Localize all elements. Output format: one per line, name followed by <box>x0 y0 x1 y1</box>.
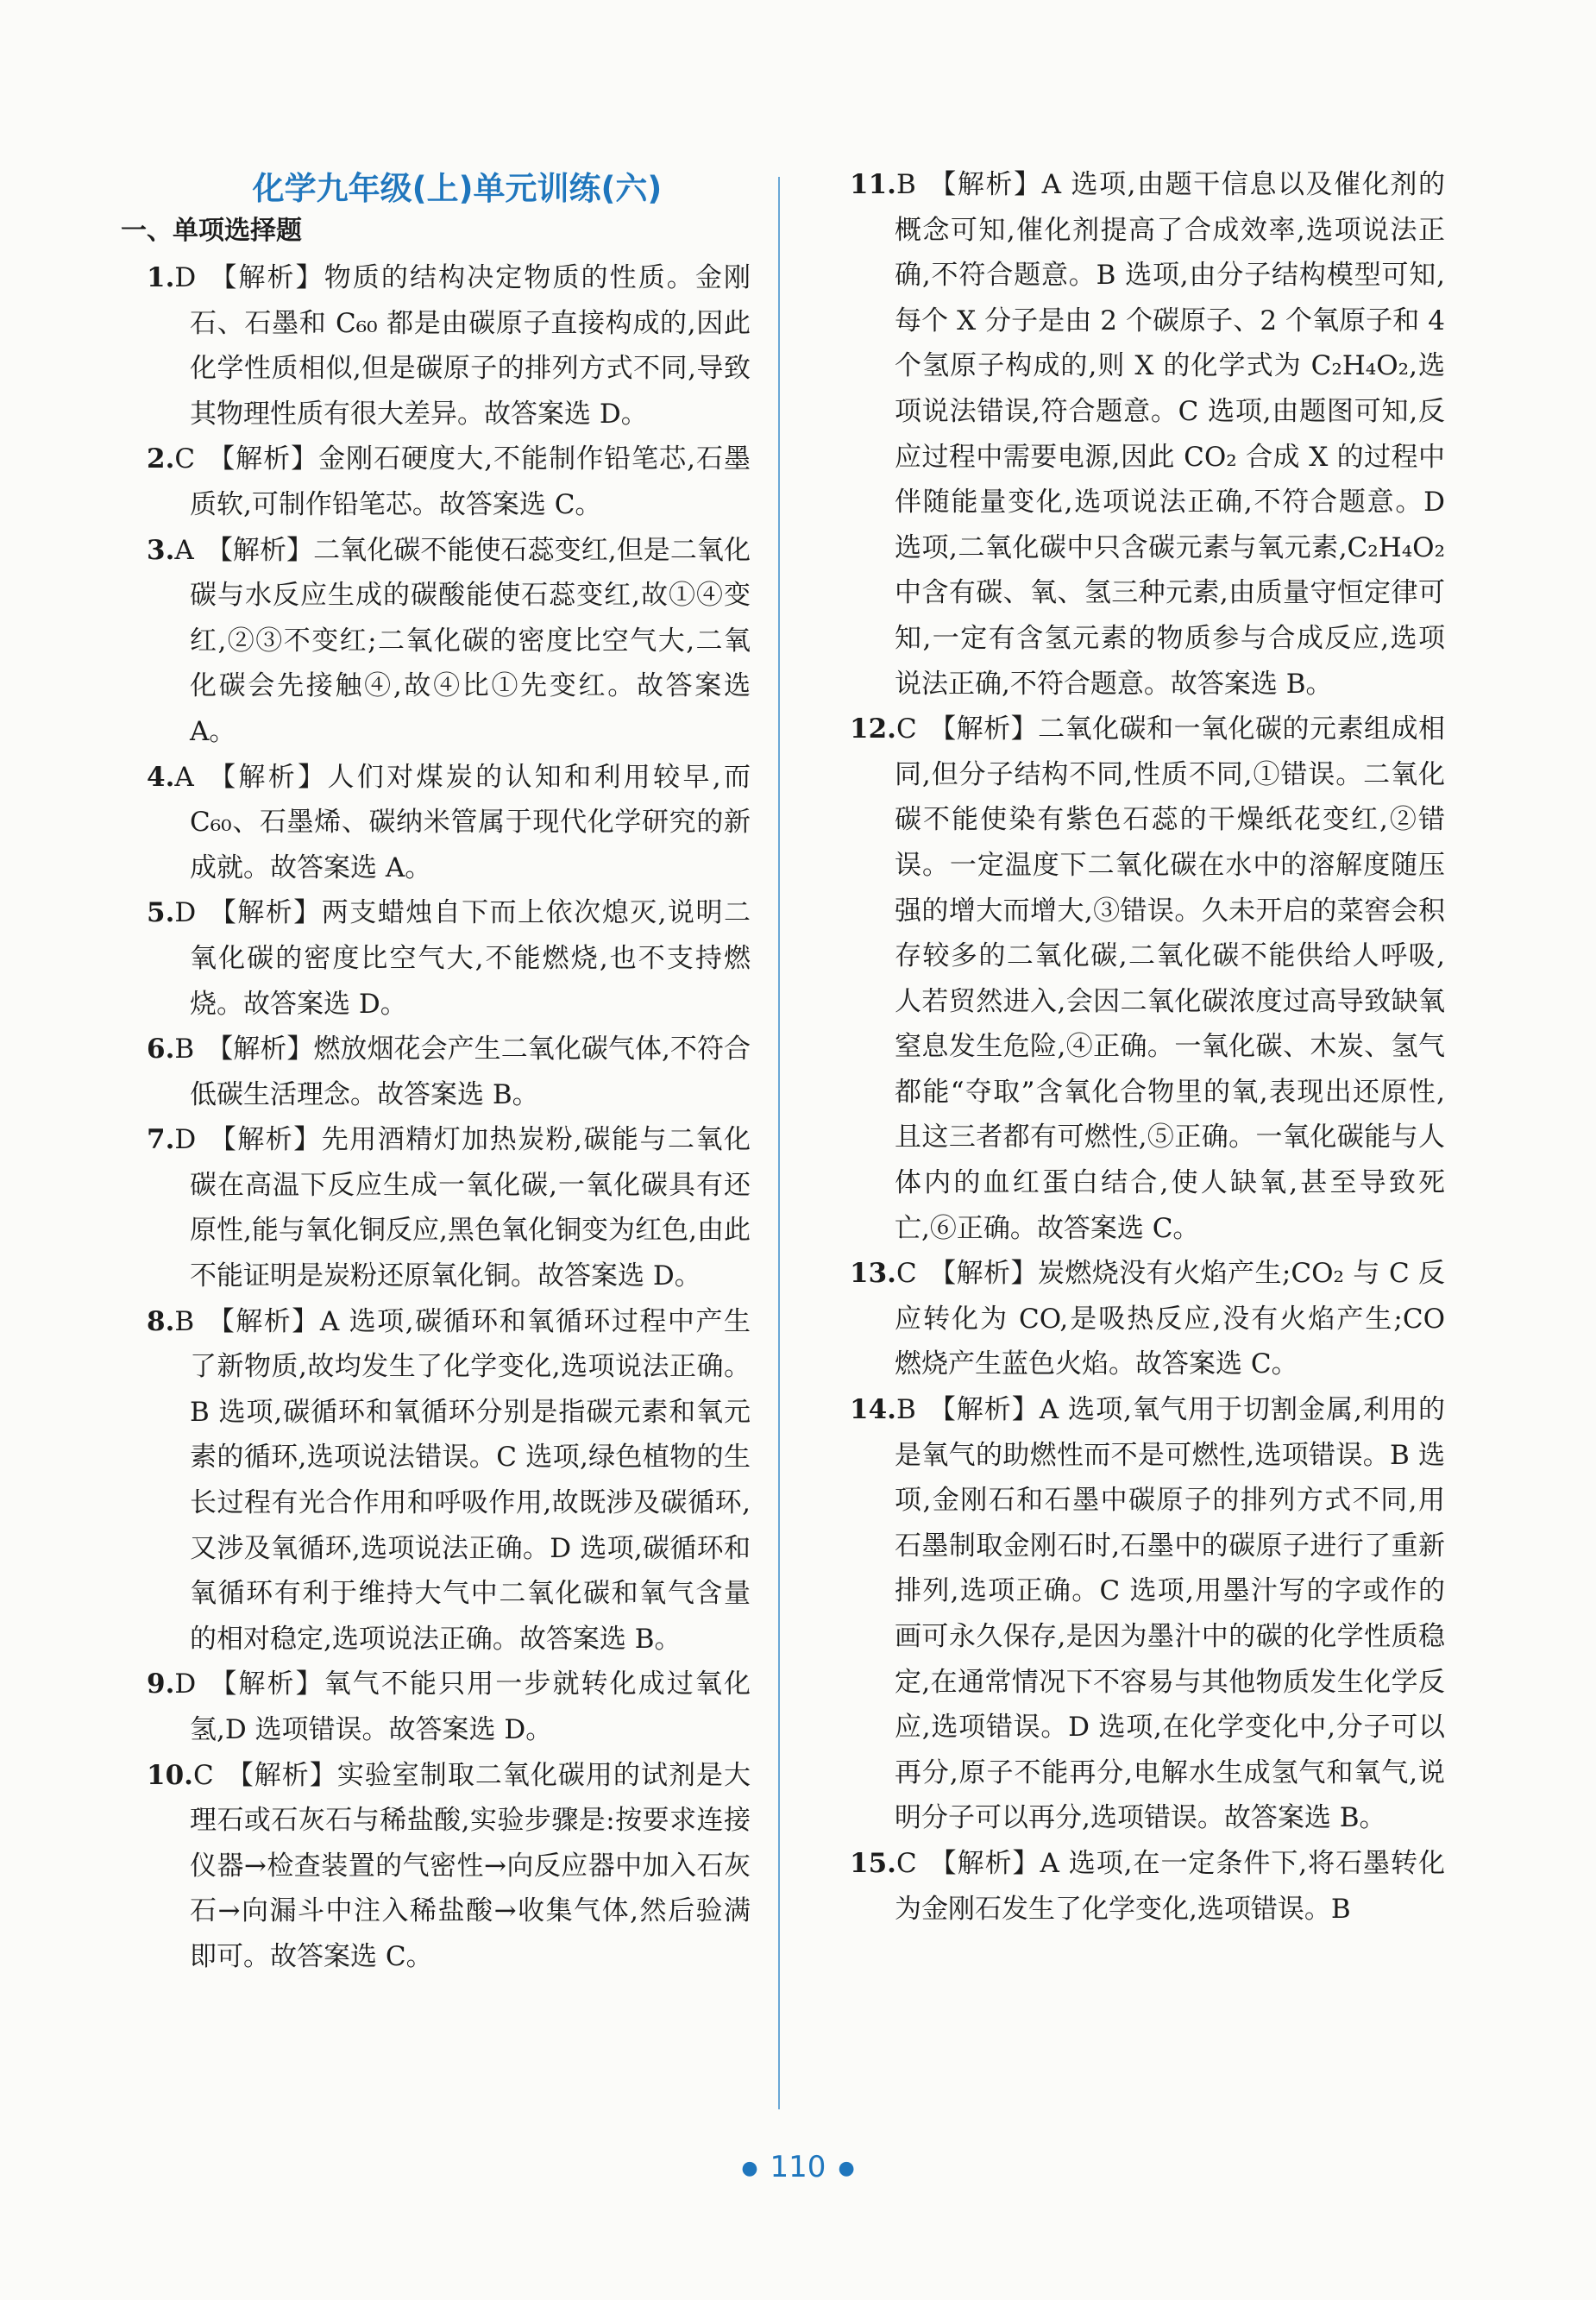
question-4 <box>121 755 751 891</box>
question-5 <box>121 890 751 1027</box>
question-number: 14. <box>850 1394 896 1426</box>
question-2 <box>121 437 751 527</box>
question-11 <box>850 162 1445 707</box>
question-answer: D <box>174 897 197 929</box>
bullet-dot-icon: ● <box>838 2158 855 2179</box>
question-answer: B <box>895 1394 916 1426</box>
question-number: 8. <box>147 1305 175 1337</box>
question-answer: D <box>174 1668 197 1700</box>
question-12 <box>850 707 1445 1251</box>
question-9 <box>121 1662 751 1752</box>
question-answer: D <box>174 1124 197 1156</box>
question-number: 2. <box>147 443 175 475</box>
question-answer: A <box>174 761 194 793</box>
question-answer: C <box>895 1258 917 1290</box>
question-14 <box>850 1387 1445 1841</box>
question-explanation: 【解析】金刚石硬度大,不能制作铅笔芯,石墨质软,可制作铅笔芯。故答案选 C。 <box>190 443 751 520</box>
question-7 <box>121 1117 751 1298</box>
question-number: 3. <box>147 534 175 566</box>
question-number: 15. <box>850 1847 896 1879</box>
question-explanation: 【解析】A 选项,由题干信息以及催化剂的概念可知,催化剂提高了合成效率,选项说法正确,不符合题意。B 选项,由分子结构模型可知,每个 X 分子是由 2 个碳原子、2 个氧原子和 4 个氢原子构成的,则 X 的化学式为 C₂H₄O₂,选项说法错误,符合题意。C 选项,由题图可知,反应过程中需要电源,因此 CO₂ 合成 X 的过程中伴随能量变化,选项说法正确,不符合题意。D 选项,二氧化碳中只含碳元素与氧元素,C₂H₄O₂ 中含有碳、氧、氢三种元素,由质量守恒定律可知,一定有含氢元素的物质参与合成反应,选项说法正确,不符合题意。故答案选 B。 <box>895 169 1445 700</box>
section-heading: 一、单项选择题 <box>121 216 302 246</box>
question-15 <box>850 1841 1445 1932</box>
question-explanation: 【解析】A 选项,氧气用于切割金属,利用的是氧气的助燃性而不是可燃性,选项错误。B 选项,金刚石和石墨中碳原子的排列方式不同,用石墨制取金刚石时,石墨中的碳原子进行了重新排列,选项正确。C 选项,用墨汁写的字或作的画可永久保存,是因为墨汁中的碳的化学性质稳定,在通常情况下不容易与其他物质发生化学反应,选项错误。D 选项,在化学变化中,分子可以再分,原子不能再分,电解水生成氢气和氧气,说明分子可以再分,选项错误。故答案选 B。 <box>895 1394 1445 1834</box>
page-number <box>0 2150 1596 2184</box>
question-6 <box>121 1027 751 1117</box>
question-13 <box>850 1251 1445 1387</box>
question-explanation: 【解析】炭燃烧没有火焰产生;CO₂ 与 C 反应转化为 CO,是吸热反应,没有火焰产生;CO 燃烧产生蓝色火焰。故答案选 C。 <box>895 1258 1445 1380</box>
bullet-dot-icon: ● <box>741 2158 758 2179</box>
question-explanation: 【解析】先用酒精灯加热炭粉,碳能与二氧化碳在高温下反应生成一氧化碳,一氧化碳具有还原性,能与氧化铜反应,黑色氧化铜变为红色,由此不能证明是炭粉还原氧化铜。故答案选 D。 <box>190 1124 751 1292</box>
question-1 <box>121 255 751 437</box>
column-divider <box>778 177 780 2109</box>
question-8 <box>121 1299 751 1662</box>
question-number: 4. <box>147 761 175 793</box>
question-explanation: 【解析】A 选项,碳循环和氧循环过程中产生了新物质,故均发生了化学变化,选项说法正确。B 选项,碳循环和氧循环分别是指碳元素和氧元素的循环,选项说法错误。C 选项,绿色植物的生长过程有光合作用和呼吸作用,故既涉及碳循环,又涉及氧循环,选项说法正确。D 选项,碳循环和氧循环有利于维持大气中二氧化碳和氧气含量的相对稳定,选项说法正确。故答案选 B。 <box>190 1305 751 1655</box>
question-explanation: 【解析】燃放烟花会产生二氧化碳气体,不符合低碳生活理念。故答案选 B。 <box>190 1034 751 1110</box>
page-title: 化学九年级(上)单元训练(六) <box>252 170 663 207</box>
question-explanation: 【解析】二氧化碳和一氧化碳的元素组成相同,但分子结构不同,性质不同,①错误。二氧化碳不能使染有紫色石蕊的干燥纸花变红,②错误。一定温度下二氧化碳在水中的溶解度随压强的增大而增大,③错误。久未开启的菜窖会积存较多的二氧化碳,二氧化碳不能供给人呼吸,人若贸然进入,会因二氧化碳浓度过高导致缺氧窒息发生危险,④正确。一氧化碳、木炭、氢气都能“夺取”含氧化合物里的氧,表现出还原性,且这三者都有可燃性,⑤正确。一氧化碳能与人体内的血红蛋白结合,使人缺氧,甚至导致死亡,⑥正确。故答案选 C。 <box>895 713 1445 1244</box>
question-number: 11. <box>850 169 896 200</box>
question-number: 12. <box>850 713 896 745</box>
question-explanation: 【解析】A 选项,在一定条件下,将石墨转化为金刚石发生了化学变化,选项错误。B <box>895 1847 1445 1925</box>
question-explanation: 【解析】两支蜡烛自下而上依次熄灭,说明二氧化碳的密度比空气大,不能燃烧,也不支持燃烧。故答案选 D。 <box>190 897 751 1020</box>
question-answer: B <box>174 1305 195 1337</box>
page-number-text: 110 <box>770 2150 826 2184</box>
question-number: 7. <box>147 1124 175 1156</box>
question-explanation: 【解析】人们对煤炭的认知和利用较早,而 C₆₀、石墨烯、碳纳米管属于现代化学研究的新成就。故答案选 A。 <box>190 761 751 883</box>
question-explanation: 【解析】实验室制取二氧化碳用的试剂是大理石或石灰石与稀盐酸,实验步骤是:按要求连接仪器→检查装置的气密性→向反应器中加入石灰石→向漏斗中注入稀盐酸→收集气体,然后验满即可。故答案选 C。 <box>190 1759 751 1972</box>
question-number: 5. <box>147 897 175 929</box>
question-answer: C <box>895 713 917 745</box>
question-number: 6. <box>147 1034 175 1065</box>
question-answer: B <box>174 1034 195 1065</box>
question-answer: A <box>174 534 194 566</box>
question-number: 13. <box>850 1258 896 1290</box>
question-answer: B <box>895 169 916 200</box>
right-column <box>850 162 1445 1932</box>
question-answer: C <box>174 443 196 475</box>
question-answer: C <box>895 1847 917 1879</box>
left-column <box>121 162 751 1980</box>
question-3 <box>121 528 751 755</box>
question-number: 10. <box>147 1759 193 1791</box>
question-explanation: 【解析】二氧化碳不能使石蕊变红,但是二氧化碳与水反应生成的碳酸能使石蕊变红,故①④变红,②③不变红;二氧化碳的密度比空气大,二氧化碳会先接触④,故④比①先变红。故答案选 A。 <box>190 534 751 747</box>
question-10 <box>121 1753 751 1980</box>
question-explanation: 【解析】氧气不能只用一步就转化成过氧化氢,D 选项错误。故答案选 D。 <box>190 1668 751 1745</box>
question-number: 1. <box>147 262 175 293</box>
question-number: 9. <box>147 1668 175 1700</box>
question-answer: D <box>174 262 197 293</box>
question-answer: C <box>192 1759 214 1791</box>
question-explanation: 【解析】物质的结构决定物质的性质。金刚石、石墨和 C₆₀ 都是由碳原子直接构成的,因此化学性质相似,但是碳原子的排列方式不同,导致其物理性质有很大差异。故答案选 D。 <box>190 262 751 430</box>
